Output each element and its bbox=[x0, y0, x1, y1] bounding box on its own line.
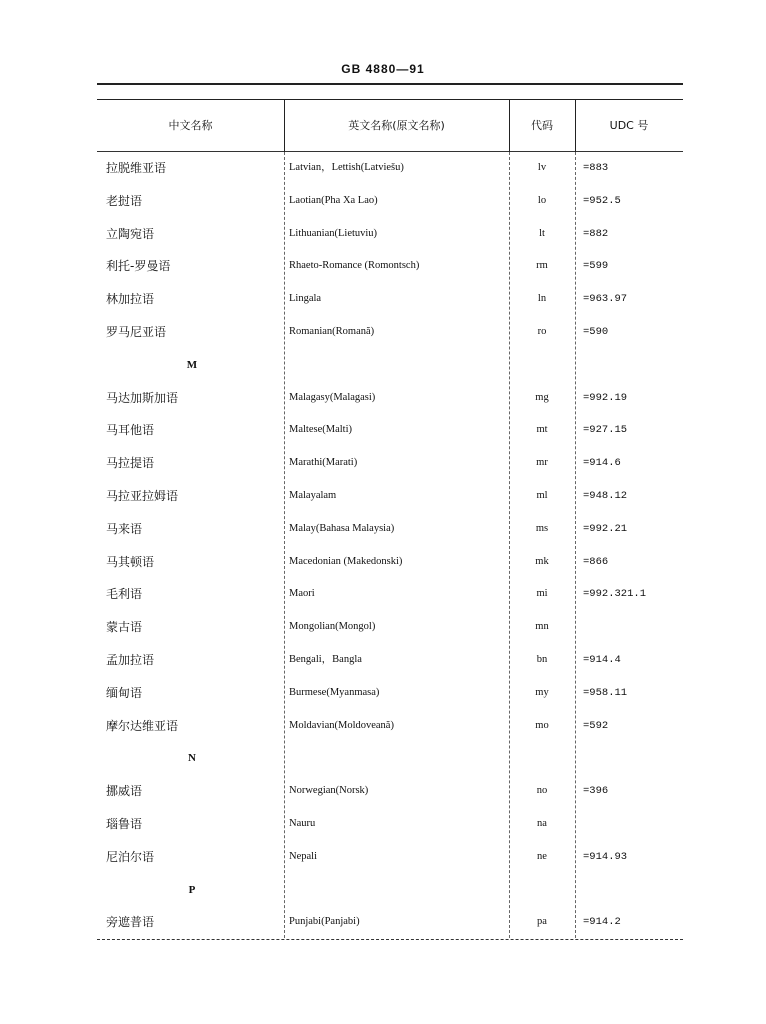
code-cell: ro bbox=[537, 325, 547, 337]
table-row bbox=[0, 414, 766, 447]
english-name-cell: Burmese(Myanmasa) bbox=[289, 686, 380, 698]
udc-cell: =592 bbox=[583, 719, 609, 732]
code-cell: mk bbox=[535, 555, 549, 567]
chinese-name-cell: 罗马尼亚语 bbox=[106, 324, 167, 339]
udc-cell: =952.5 bbox=[583, 194, 621, 207]
english-name-cell: Romanian(Romană) bbox=[289, 325, 375, 337]
english-name-cell: Nauru bbox=[289, 817, 316, 829]
chinese-name-cell: 摩尔达维亚语 bbox=[106, 718, 179, 733]
chinese-name-cell: 马来语 bbox=[106, 521, 143, 536]
chinese-name-cell: 毛利语 bbox=[106, 587, 143, 602]
section-letter: N bbox=[188, 752, 196, 765]
table-body bbox=[0, 152, 766, 939]
english-name-cell: Maltese(Malti) bbox=[289, 424, 352, 436]
code-cell: lv bbox=[537, 162, 547, 173]
udc-cell: =882 bbox=[583, 227, 609, 240]
english-name-cell: Lingala bbox=[289, 293, 322, 305]
code-cell: ml bbox=[536, 489, 548, 501]
udc-cell: =992.21 bbox=[583, 522, 628, 535]
english-name-cell: Latvian，Lettish(Latviešu) bbox=[289, 162, 404, 173]
udc-cell: =590 bbox=[583, 325, 609, 338]
udc-cell bbox=[583, 611, 681, 644]
udc-cell bbox=[583, 808, 681, 841]
udc-cell: =883 bbox=[583, 162, 609, 174]
table-row bbox=[0, 316, 766, 349]
english-name-cell: Macedonian (Makedonski) bbox=[289, 555, 403, 567]
column-header-udc: UDC 号 bbox=[609, 119, 649, 132]
english-name-cell: Malagasy(Malagasi) bbox=[289, 391, 376, 403]
section-row bbox=[0, 874, 766, 907]
table-row bbox=[0, 808, 766, 841]
chinese-name-cell: 立陶宛语 bbox=[106, 226, 155, 241]
column-header-code: 代码 bbox=[531, 119, 553, 132]
section-letter: M bbox=[186, 358, 198, 371]
table-row bbox=[0, 611, 766, 644]
english-name-cell: Laotian(Pha Xa Lao) bbox=[289, 194, 378, 206]
chinese-name-cell: 马拉亚拉姆语 bbox=[106, 488, 179, 503]
chinese-name-cell: 老挝语 bbox=[106, 193, 143, 208]
document-header: GB 4880—91 bbox=[341, 62, 425, 76]
chinese-name-cell: 尼泊尔语 bbox=[106, 849, 155, 864]
table-row bbox=[0, 447, 766, 480]
table-row bbox=[0, 513, 766, 546]
code-cell: no bbox=[536, 785, 548, 797]
table-row bbox=[0, 841, 766, 874]
chinese-name-cell: 拉脱维亚语 bbox=[106, 161, 167, 175]
chinese-name-cell: 旁遮普语 bbox=[106, 915, 155, 930]
udc-cell: =914.93 bbox=[583, 850, 628, 863]
code-cell: ln bbox=[537, 293, 547, 305]
english-name-cell: Punjabi(Panjabi) bbox=[289, 916, 360, 928]
column-header-chinese-name: 中文名称 bbox=[168, 119, 213, 132]
english-name-cell: Mongolian(Mongol) bbox=[289, 621, 376, 633]
code-cell: mi bbox=[536, 588, 548, 600]
section-row bbox=[0, 742, 766, 775]
table-row bbox=[0, 382, 766, 415]
udc-cell: =927.15 bbox=[583, 424, 628, 437]
section-row bbox=[0, 349, 766, 382]
code-cell: mt bbox=[536, 424, 548, 436]
english-name-cell: Rhaeto-Romance (Romontsch) bbox=[289, 260, 420, 272]
udc-cell: =963.97 bbox=[583, 293, 628, 306]
chinese-name-cell: 马拉提语 bbox=[106, 456, 155, 471]
english-name-cell: Lithuanian(Lietuviu) bbox=[289, 227, 378, 239]
chinese-name-cell: 孟加拉语 bbox=[106, 652, 155, 667]
code-cell: my bbox=[535, 686, 549, 698]
udc-cell: =958.11 bbox=[583, 686, 628, 699]
code-cell: mn bbox=[535, 621, 549, 633]
table-row bbox=[0, 283, 766, 316]
english-name-cell: Nepali bbox=[289, 850, 317, 862]
table-row bbox=[0, 710, 766, 743]
chinese-name-cell: 马达加斯加语 bbox=[106, 390, 179, 405]
code-cell: lt bbox=[539, 227, 545, 239]
code-cell: na bbox=[537, 817, 547, 829]
table-bottom-rule bbox=[97, 939, 683, 940]
english-name-cell: Moldavian(Moldoveană) bbox=[289, 719, 394, 731]
code-cell: ne bbox=[537, 850, 547, 862]
table-row bbox=[0, 480, 766, 513]
table-row bbox=[0, 644, 766, 677]
section-letter: P bbox=[188, 883, 196, 896]
english-name-cell: Marathi(Marati) bbox=[289, 457, 358, 469]
english-name-cell: Maori bbox=[289, 588, 315, 600]
chinese-name-cell: 马其顿语 bbox=[106, 554, 155, 569]
english-name-cell: Malay(Bahasa Malaysia) bbox=[289, 522, 395, 534]
english-name-cell: Malayalam bbox=[289, 489, 337, 501]
chinese-name-cell: 林加拉语 bbox=[106, 292, 155, 307]
english-name-cell: Bengali，Bangla bbox=[289, 653, 362, 665]
code-cell: pa bbox=[537, 916, 547, 928]
table-row bbox=[0, 578, 766, 611]
table-row bbox=[0, 185, 766, 218]
udc-cell: =866 bbox=[583, 555, 609, 568]
table-row bbox=[0, 218, 766, 251]
code-cell: mg bbox=[535, 391, 549, 403]
udc-cell: =948.12 bbox=[583, 489, 628, 502]
chinese-name-cell: 马耳他语 bbox=[106, 423, 155, 438]
udc-cell: =599 bbox=[583, 260, 609, 273]
udc-cell: =396 bbox=[583, 785, 609, 798]
header-rule bbox=[97, 83, 683, 85]
code-cell: mr bbox=[536, 457, 548, 469]
udc-cell: =914.6 bbox=[583, 457, 621, 470]
chinese-name-cell: 蒙古语 bbox=[106, 620, 143, 635]
table-row bbox=[0, 775, 766, 808]
chinese-name-cell: 缅甸语 bbox=[106, 685, 143, 700]
table-row bbox=[0, 250, 766, 283]
table-row bbox=[0, 677, 766, 710]
code-cell: bn bbox=[536, 653, 548, 665]
udc-cell: =992.321.1 bbox=[583, 588, 647, 601]
code-cell: ms bbox=[535, 522, 549, 534]
column-header-english-name: 英文名称(原文名称) bbox=[348, 119, 445, 132]
table-row bbox=[0, 906, 766, 939]
chinese-name-cell: 瑙鲁语 bbox=[106, 816, 143, 831]
table-row bbox=[0, 546, 766, 579]
english-name-cell: Norwegian(Norsk) bbox=[289, 785, 369, 797]
code-cell: mo bbox=[535, 719, 549, 731]
code-cell: rm bbox=[536, 260, 548, 272]
udc-cell: =914.4 bbox=[583, 653, 621, 666]
code-cell: lo bbox=[537, 194, 547, 206]
table-row bbox=[0, 152, 766, 185]
udc-cell: =914.2 bbox=[583, 916, 621, 929]
chinese-name-cell: 挪威语 bbox=[106, 784, 143, 799]
udc-cell: =992.19 bbox=[583, 391, 628, 404]
chinese-name-cell: 利托-罗曼语 bbox=[106, 259, 171, 274]
